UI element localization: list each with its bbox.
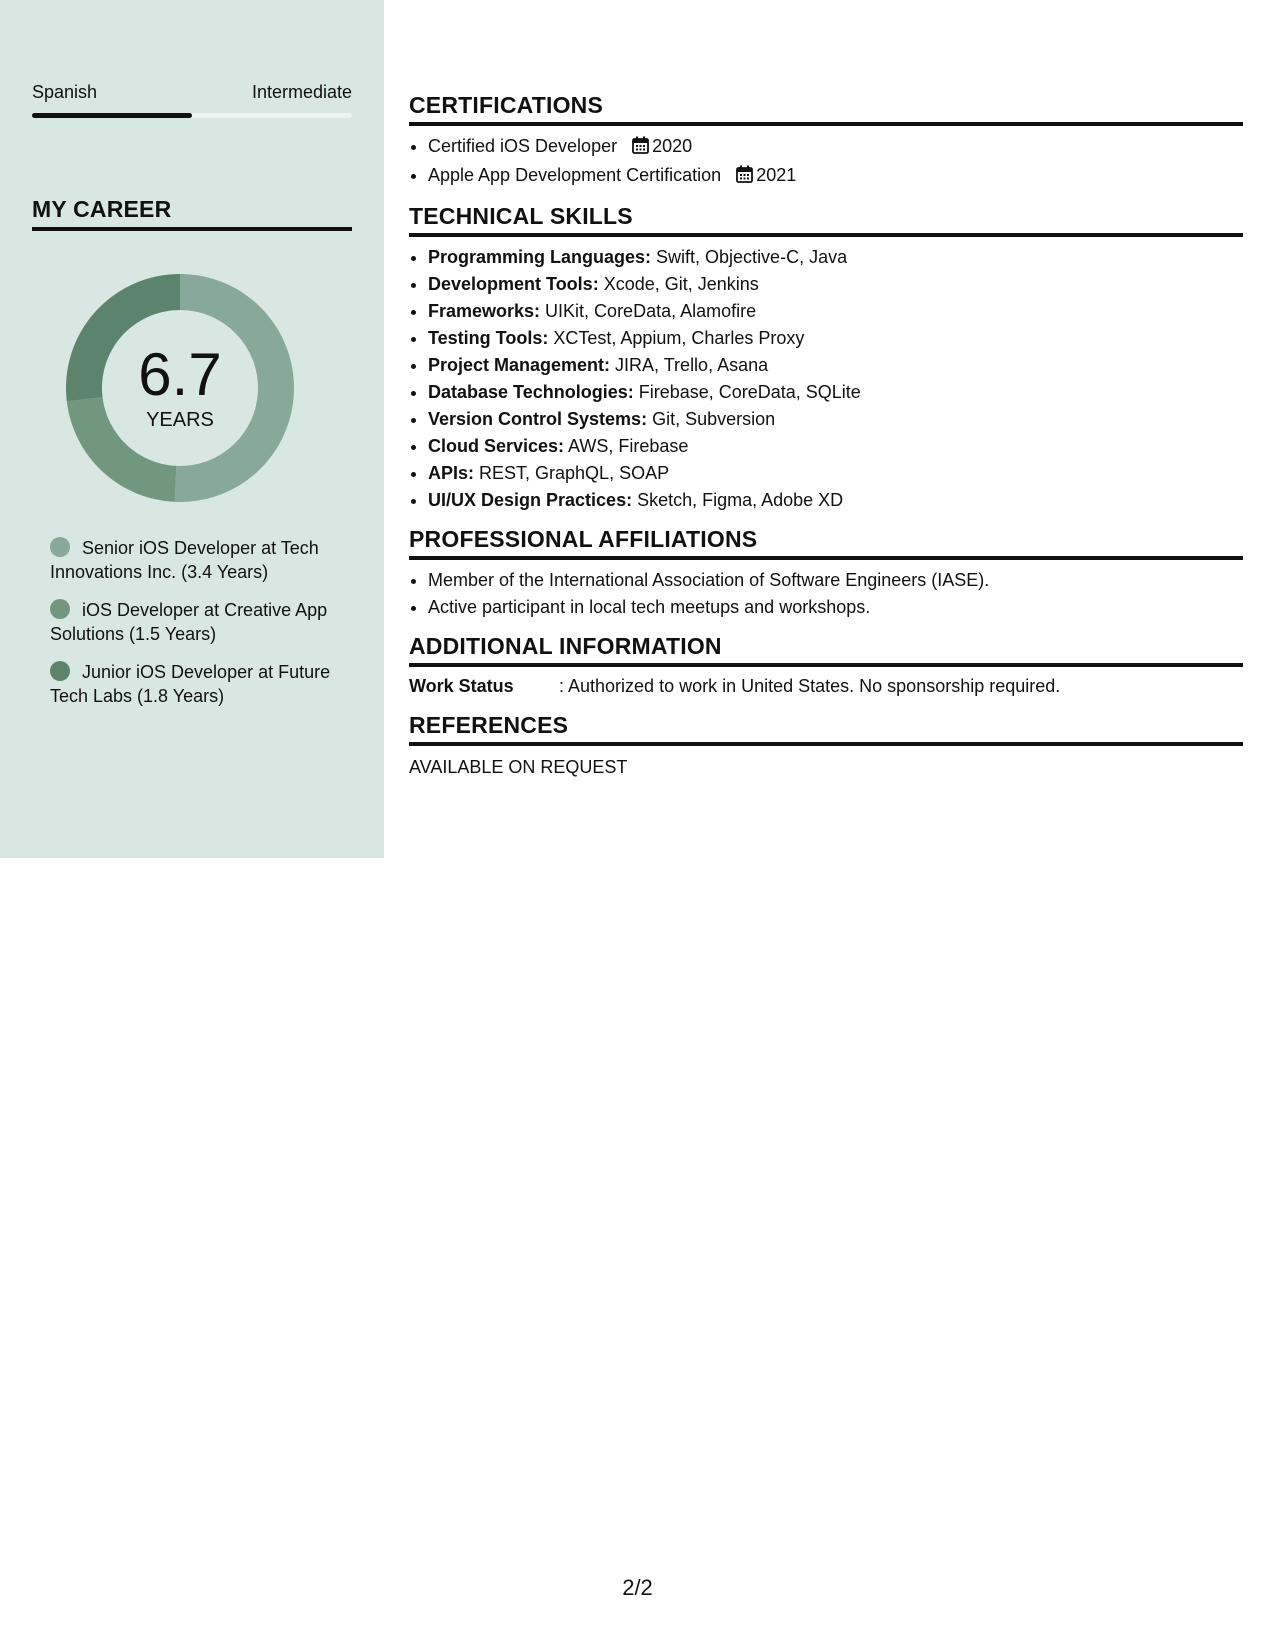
sidebar bbox=[0, 0, 384, 858]
work-status-value: : Authorized to work in United States. No sponsorship required. bbox=[559, 676, 1061, 696]
skill-label: Cloud Services: bbox=[428, 436, 565, 456]
section-title: ADDITIONAL INFORMATION bbox=[409, 633, 1243, 667]
skill-value: Xcode, Git, Jenkins bbox=[598, 274, 759, 294]
certification-name: Apple App Development Certification bbox=[428, 165, 722, 185]
certification-year: 2021 bbox=[756, 165, 797, 185]
skill-value: XCTest, Appium, Charles Proxy bbox=[548, 328, 805, 348]
legend-dot-icon bbox=[50, 599, 70, 619]
section-title: CERTIFICATIONS bbox=[409, 92, 1243, 126]
career-total-unit: YEARS bbox=[146, 408, 214, 431]
skill-value: Sketch, Figma, Adobe XD bbox=[632, 490, 844, 510]
skill-item bbox=[428, 244, 1243, 271]
skill-item bbox=[428, 406, 1243, 433]
skill-item bbox=[428, 379, 1243, 406]
language-progress-track bbox=[32, 113, 352, 118]
skill-item bbox=[428, 487, 1243, 514]
skill-label: Project Management: bbox=[428, 355, 611, 375]
career-legend bbox=[50, 536, 350, 722]
references-text: AVAILABLE ON REQUEST bbox=[409, 757, 628, 777]
certifications-section bbox=[409, 92, 1243, 191]
skill-label: APIs: bbox=[428, 463, 475, 483]
career-title: MY CAREER bbox=[32, 196, 172, 222]
main-content bbox=[409, 92, 1243, 793]
career-legend-label: iOS Developer at Creative App Solutions (1.5 Years) bbox=[50, 600, 328, 644]
section-title: REFERENCES bbox=[409, 712, 1243, 746]
career-legend-item bbox=[50, 536, 350, 584]
skill-value: AWS, Firebase bbox=[564, 436, 689, 456]
skill-item bbox=[428, 298, 1243, 325]
certification-item bbox=[428, 133, 1243, 162]
skill-value: Git, Subversion bbox=[647, 409, 776, 429]
certification-year: 2020 bbox=[652, 136, 693, 156]
skill-label: Version Control Systems: bbox=[428, 409, 648, 429]
work-status-key: Work Status bbox=[409, 676, 514, 696]
legend-dot-icon bbox=[50, 537, 70, 557]
career-donut-chart bbox=[66, 274, 294, 502]
language-level: Intermediate bbox=[251, 82, 352, 102]
language-row bbox=[32, 82, 352, 103]
skill-value: JIRA, Trello, Asana bbox=[610, 355, 769, 375]
skill-value: UIKit, CoreData, Alamofire bbox=[540, 301, 757, 321]
skill-item bbox=[428, 325, 1243, 352]
certification-item bbox=[428, 162, 1243, 191]
career-legend-label: Senior iOS Developer at Tech Innovations Inc. (3.4 Years) bbox=[50, 538, 319, 582]
skill-label: Database Technologies: bbox=[428, 382, 634, 402]
affiliation-item: • Active participant in local tech meetups and workshops. bbox=[428, 594, 1243, 621]
skill-label: UI/UX Design Practices: bbox=[428, 490, 633, 510]
affiliations-list bbox=[409, 567, 1243, 621]
references-section bbox=[409, 712, 1243, 781]
legend-dot-icon bbox=[50, 661, 70, 681]
donut-center bbox=[66, 274, 294, 502]
career-legend-item bbox=[50, 660, 350, 708]
skill-item bbox=[428, 460, 1243, 487]
section-title: TECHNICAL SKILLS bbox=[409, 203, 1243, 237]
skill-value: Swift, Objective-C, Java bbox=[651, 247, 848, 267]
career-legend-item bbox=[50, 598, 350, 646]
skill-item bbox=[428, 433, 1243, 460]
career-legend-label: Junior iOS Developer at Future Tech Labs (1.8 Years) bbox=[50, 662, 331, 706]
skill-item bbox=[428, 271, 1243, 298]
work-status-row bbox=[409, 673, 1243, 700]
language-name: Spanish bbox=[32, 82, 98, 102]
language-progress-fill bbox=[32, 113, 192, 118]
affiliation-item: • Member of the International Association of Software Engineers (IASE). bbox=[428, 567, 1243, 594]
skill-label: Development Tools: bbox=[428, 274, 599, 294]
skill-label: Testing Tools: bbox=[428, 328, 549, 348]
certifications-list bbox=[409, 133, 1243, 191]
certification-name: Certified iOS Developer bbox=[428, 136, 618, 156]
skill-label: Frameworks: bbox=[428, 301, 541, 321]
career-title-rule bbox=[32, 227, 352, 231]
calendar-icon bbox=[632, 135, 649, 162]
skill-value: Firebase, CoreData, SQLite bbox=[633, 382, 861, 402]
additional-info-section bbox=[409, 633, 1243, 700]
technical-skills-section bbox=[409, 203, 1243, 514]
section-title: PROFESSIONAL AFFILIATIONS bbox=[409, 526, 1243, 560]
skill-item bbox=[428, 352, 1243, 379]
skills-list bbox=[409, 244, 1243, 514]
career-total-years: 6.7 bbox=[138, 340, 222, 408]
calendar-icon bbox=[736, 164, 753, 191]
page-number: 2/2 bbox=[622, 1575, 653, 1600]
affiliations-section bbox=[409, 526, 1243, 621]
skill-value: REST, GraphQL, SOAP bbox=[474, 463, 670, 483]
skill-label: Programming Languages: bbox=[428, 247, 652, 267]
